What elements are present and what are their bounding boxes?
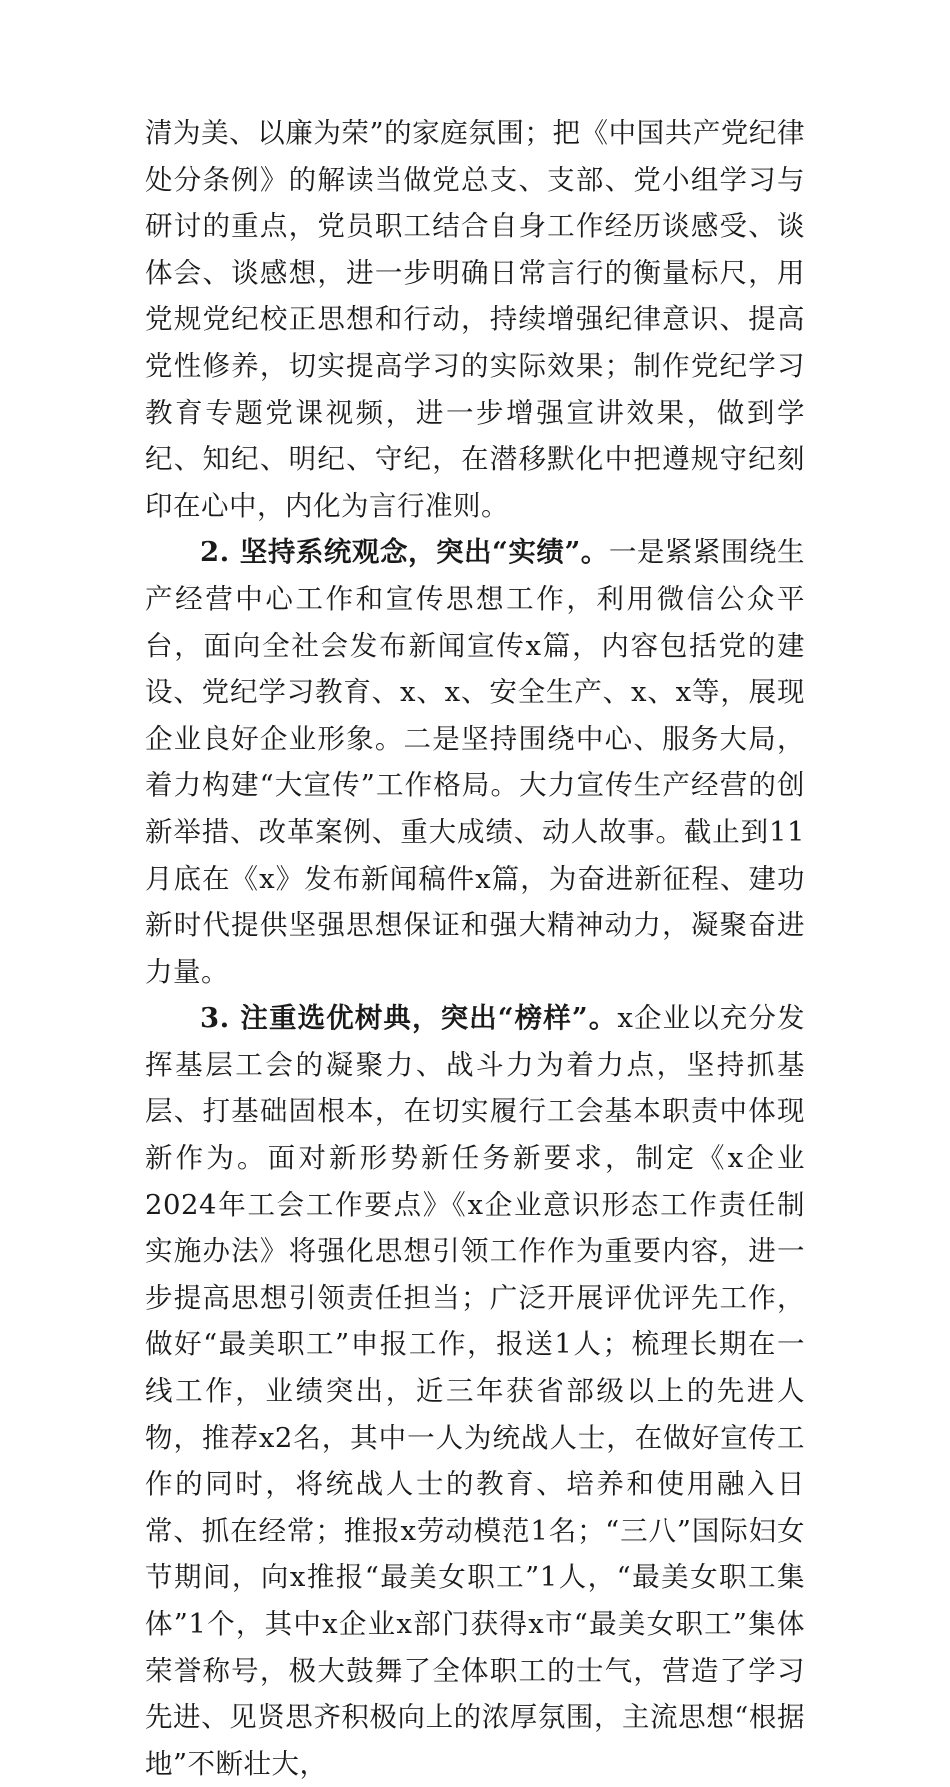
paragraph-section-3 [145, 995, 805, 1787]
document-body [145, 110, 805, 1787]
paragraph-section-2 [145, 529, 805, 995]
section-heading: 2. 坚持系统观念，突出“实绩”。 [200, 536, 609, 569]
paragraph-text: x企业以充分发挥基层工会的凝聚力、战斗力为着力点，坚持抓基层、打基础固根本，在切实履行工会基本职责中体现新作为。面对新形势新任务新要求，制定《x企业2024年工会工作要点》《x企业意识形态工作责任制实施办法》将强化思想引领工作作为重要内容，进一步提高思想引领责任担当；广泛开展评优评先工作，做好“最美职工”申报工作，报送1人；梳理长期在一线工作，业绩突出，近三年获省部级以上的先进人物，推荐x2名，其中一人为统战人士，在做好宣传工作的同时，将统战人士的教育、培养和使用融入日常、抓在经常；推报x劳动模范1名；“三八”国际妇女节期间，向x推报“最美女职工”1人，“最美女职工集体”1个，其中x企业x部门获得x市“最美女职工”集体荣誉称号，极大鼓舞了全体职工的士气，营造了学习先进、见贤思齐积极向上的浓厚氛围，主流思想“根据地”不断壮大， [145, 1002, 805, 1780]
paragraph-continuation [145, 110, 805, 529]
paragraph-text: 清为美、以廉为荣”的家庭氛围；把《中国共产党纪律处分条例》的解读当做党总支、支部、党小组学习与研讨的重点，党员职工结合自身工作经历谈感受、谈体会、谈感想，进一步明确日常言行的衡量标尺，用党规党纪校正思想和行动，持续增强纪律意识、提高党性修养，切实提高学习的实际效果；制作党纪学习教育专题党课视频，进一步增强宣讲效果，做到学纪、知纪、明纪、守纪，在潜移默化中把遵规守纪刻印在心中，内化为言行准则。 [145, 117, 805, 522]
paragraph-text: 一是紧紧围绕生产经营中心工作和宣传思想工作，利用微信公众平台，面向全社会发布新闻宣传x篇，内容包括党的建设、党纪学习教育、x、x、安全生产、x、x等，展现企业良好企业形象。二是坚持围绕中心、服务大局，着力构建“大宣传”工作格局。大力宣传生产经营的创新举措、改革案例、重大成绩、动人故事。截止到11月底在《x》发布新闻稿件x篇，为奋进新征程、建功新时代提供坚强思想保证和强大精神动力，凝聚奋进力量。 [145, 536, 806, 988]
section-heading: 3. 注重选优树典，突出“榜样”。 [200, 1002, 618, 1035]
